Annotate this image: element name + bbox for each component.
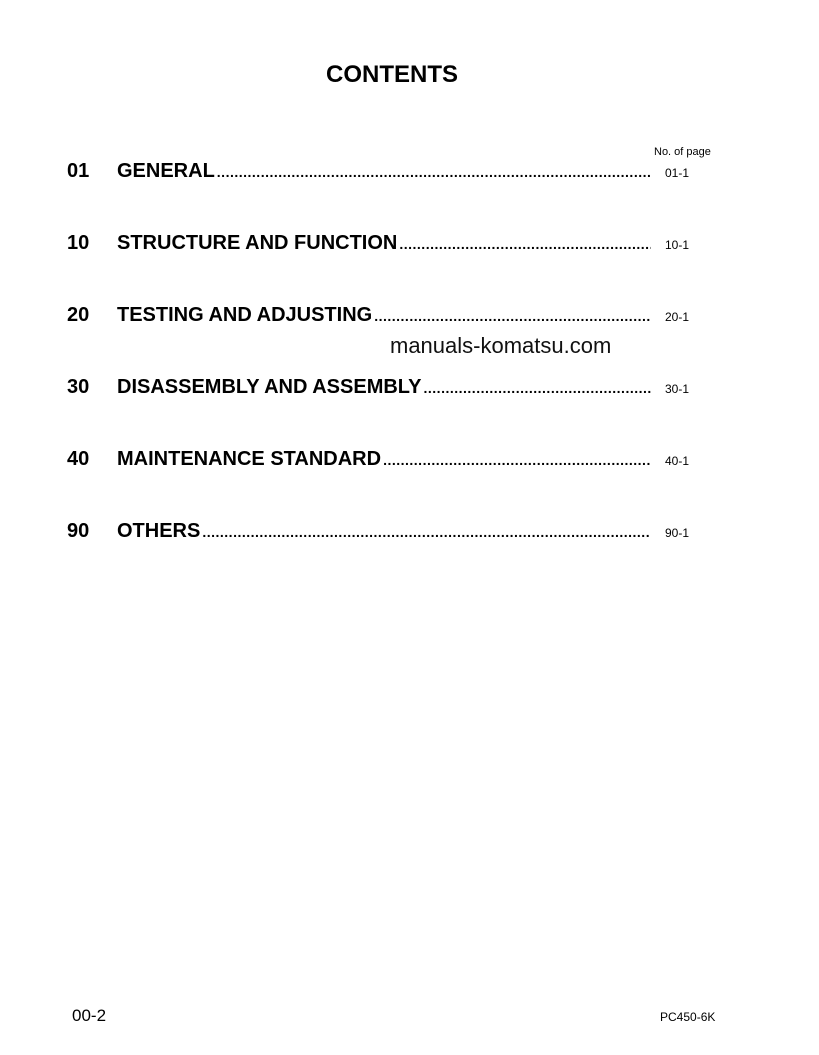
entry-label: TESTING AND ADJUSTING	[117, 304, 373, 326]
entry-page: 90-1	[665, 526, 690, 540]
entry-number: 30	[67, 376, 90, 398]
dot-leader	[424, 380, 651, 396]
toc-entry[interactable]	[67, 448, 697, 474]
entry-page: 30-1	[665, 382, 690, 396]
entry-label: STRUCTURE AND FUNCTION	[117, 232, 398, 254]
entry-label: GENERAL	[117, 160, 215, 182]
entry-label: DISASSEMBLY AND ASSEMBLY	[117, 376, 422, 398]
column-header: No. of page	[654, 146, 711, 158]
dot-leader	[374, 308, 651, 324]
entry-label: OTHERS	[117, 520, 201, 542]
dot-leader	[399, 236, 651, 252]
entry-page: 20-1	[665, 310, 690, 324]
entry-number: 90	[67, 520, 90, 542]
watermark: manuals-komatsu.com	[390, 333, 612, 358]
entry-number: 10	[67, 232, 90, 254]
entry-page: 01-1	[665, 166, 690, 180]
entry-page: 10-1	[665, 238, 690, 252]
toc-entry[interactable]	[67, 160, 697, 186]
toc-entry[interactable]	[67, 304, 697, 330]
toc-entry[interactable]	[67, 232, 697, 258]
dot-leader	[217, 164, 651, 180]
dot-leader	[383, 452, 651, 468]
dot-leader	[202, 524, 651, 540]
entry-number: 20	[67, 304, 90, 326]
page-title: CONTENTS	[326, 61, 458, 88]
entry-label: MAINTENANCE STANDARD	[117, 448, 382, 470]
entry-page: 40-1	[665, 454, 690, 468]
toc-entry[interactable]	[67, 520, 697, 546]
entry-number: 40	[67, 448, 90, 470]
entry-number: 01	[67, 160, 90, 182]
footer-page-number: 00-2	[72, 1006, 107, 1025]
toc-entry[interactable]	[67, 376, 697, 402]
footer-model: PC450-6K	[660, 1010, 716, 1024]
